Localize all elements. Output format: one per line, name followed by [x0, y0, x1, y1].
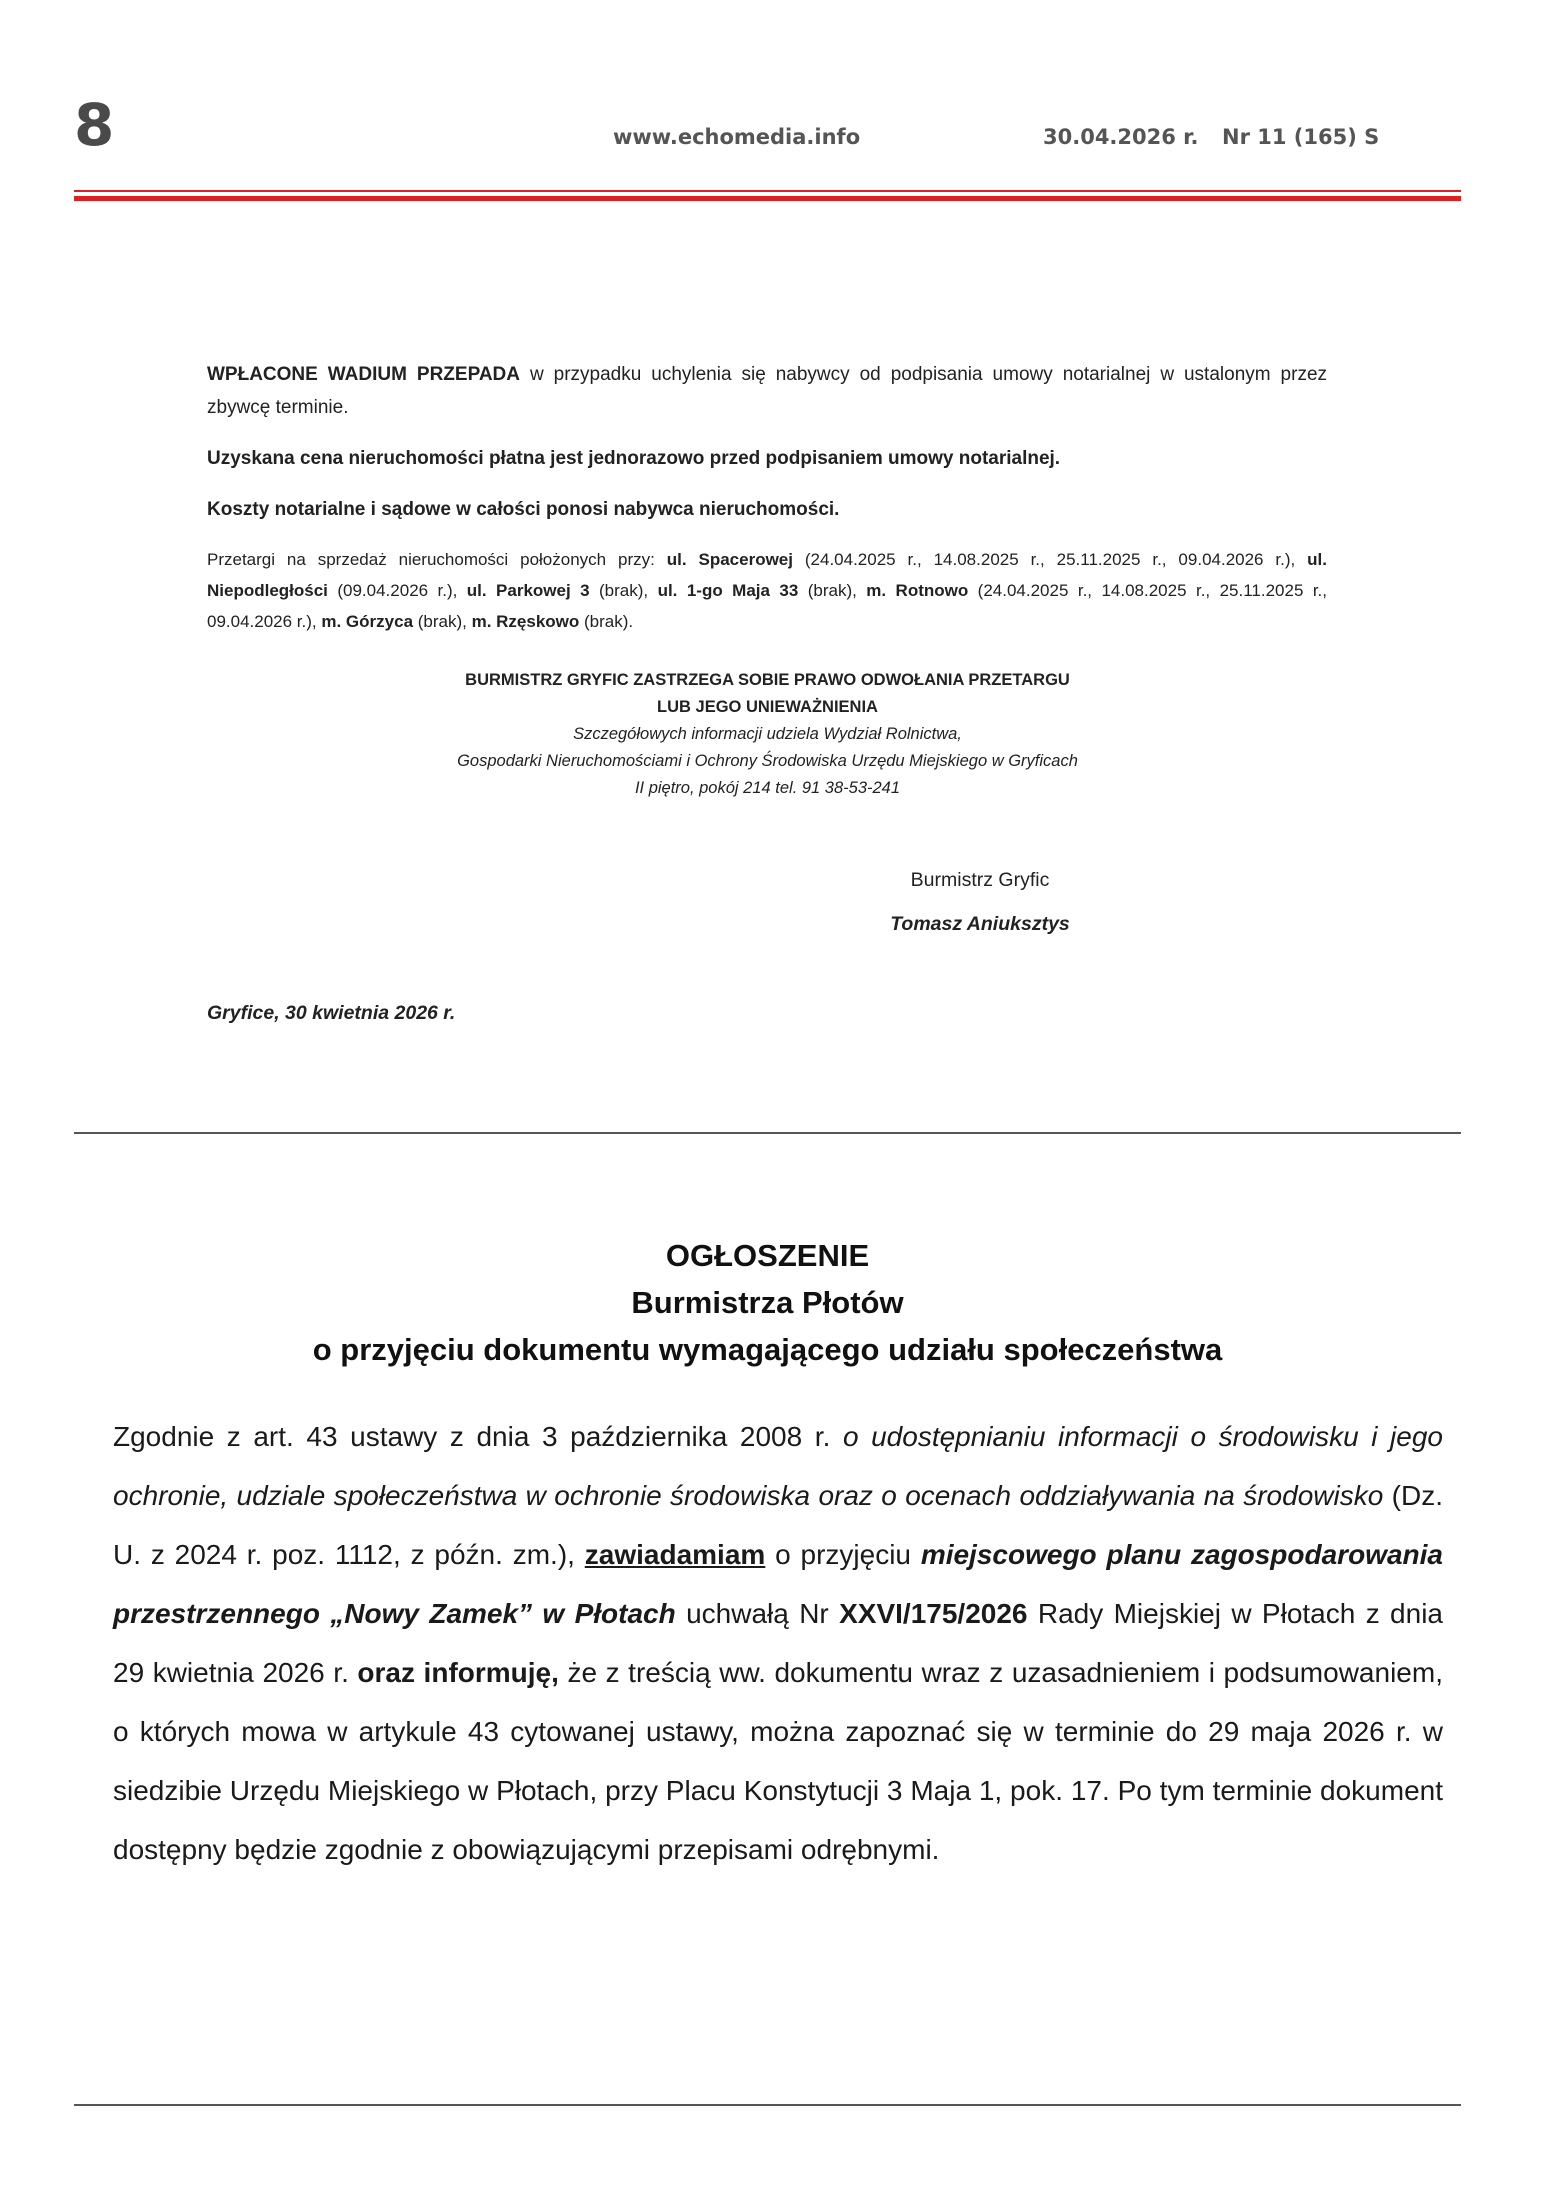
auction-notice-tail — [207, 358, 1327, 637]
notice-title — [74, 1232, 1461, 1373]
auctions-text-3: (09.04.2026 r.), — [327, 581, 467, 600]
price-paragraph — [207, 442, 1327, 475]
signature-name-wrap — [800, 902, 1160, 946]
signature-block — [800, 858, 1160, 946]
auctions-text-7: (brak), — [413, 612, 472, 631]
auctions-text-6: (24.04.2025 r., 14.08.2025 r., 25.11.2025 r., 09.04.2026 r.), — [207, 581, 1327, 631]
page-bottom-divider — [74, 2104, 1461, 2106]
reservation-line-2 — [300, 694, 1235, 721]
auctions-street-2: ul. Niepodległości — [207, 550, 1327, 600]
signature-role: Burmistrz Gryfic — [910, 869, 1050, 891]
page-number: 8 — [74, 91, 115, 159]
header-rule-thick — [74, 196, 1461, 201]
previous-auctions-paragraph — [207, 544, 1327, 637]
contact-line-3 — [300, 775, 1235, 802]
costs-paragraph — [207, 493, 1327, 526]
costs-text: Koszty notarialne i sądowe w całości ponosi nabywca nieruchomości. — [207, 499, 840, 520]
body-text-6: że z treścią ww. dokumentu wraz z uzasadnieniem i podsumowaniem, o których mowa w artykule 43 cytowanej ustawy, można zapoznać się w terminie do 29 maja 2026 r. w siedzibie Urzędu Miejskiego w Płotach, przy Placu Konstytucji 3 Maja 1, pok. 17. Po tym terminie dokument dostępny będzie zgodnie z obowiązującymi przepisami odrębnymi. — [113, 1657, 1443, 1865]
notice-title-line-2: Burmistrza Płotów — [631, 1285, 904, 1320]
auctions-village-3: m. Rzęskowo — [471, 612, 580, 631]
auctions-text-8: (brak). — [579, 612, 634, 631]
site-url: www.echomedia.info — [613, 125, 861, 149]
body-resolution-number: XXVI/175/2026 — [839, 1598, 1028, 1629]
auctions-street-4: ul. 1-go Maja 33 — [657, 581, 799, 600]
contact-line-2-text: Gospodarki Nieruchomościami i Ochrony Środowiska Urzędu Miejskiego w Gryficach — [457, 752, 1078, 770]
auctions-text-5: (brak), — [798, 581, 867, 600]
deposit-forfeit-paragraph — [207, 358, 1327, 424]
body-text-4: uchwałą Nr — [675, 1598, 840, 1629]
reservation-line-2-text: LUB JEGO UNIEWAŻNIENIA — [657, 698, 878, 716]
body-text-1: Zgodnie z art. 43 ustawy z dnia 3 października 2008 r. — [113, 1421, 843, 1452]
body-inform-word: oraz informuję, — [357, 1657, 559, 1688]
deposit-forfeit-lead: WPŁACONE WADIUM PRZEPADA — [207, 364, 520, 385]
contact-line-3-text: II piętro, pokój 214 tel. 91 38-53-241 — [634, 779, 901, 797]
auctions-village-1: m. Rotnowo — [866, 581, 969, 600]
contact-line-1 — [300, 721, 1235, 748]
auctions-street-3: ul. Parkowej 3 — [466, 581, 590, 600]
reservation-line-1 — [300, 667, 1235, 694]
contact-line-1-text: Szczegółowych informacji udziela Wydział Rolnictwa, — [573, 725, 962, 743]
auctions-text-2: (24.04.2025 r., 14.08.2025 r., 25.11.2025 r., 09.04.2026 r.), — [792, 550, 1308, 569]
body-text-5: Rady Miejskiej w Płotach z dnia 29 kwietnia 2026 r. — [113, 1598, 1443, 1688]
body-notify-word: zawiadamiam — [584, 1539, 766, 1570]
auctions-text-1: Przetargi na sprzedaż nieruchomości położonych przy: — [207, 550, 667, 569]
reservation-block — [300, 667, 1235, 802]
place-date: Gryfice, 30 kwietnia 2026 r. — [207, 1002, 456, 1024]
header-rule-thin — [74, 190, 1461, 192]
auctions-village-2: m. Górzyca — [321, 612, 414, 631]
body-text-3: o przyjęciu — [765, 1539, 921, 1570]
price-text: Uzyskana cena nieruchomości płatna jest jednorazowo przed podpisaniem umowy notarialnej. — [207, 448, 1061, 469]
issue-number: Nr 11 (165) S — [1222, 125, 1380, 149]
reservation-line-1-text: BURMISTRZ GRYFIC ZASTRZEGA SOBIE PRAWO ODWOŁANIA PRZETARGU — [465, 671, 1070, 689]
notice-body — [113, 1407, 1443, 1879]
notice-title-line-1: OGŁOSZENIE — [665, 1238, 870, 1273]
body-act-title: o udostępnianiu informacji o środowisku i jego ochronie, udziale społeczeństwa w ochronie środowiska oraz o ocenach oddziaływania na środowisko — [113, 1421, 1443, 1511]
body-text-2: (Dz. U. z 2024 r. poz. 1112, z późn. zm.), — [113, 1480, 1443, 1570]
notice-title-line-3: o przyjęciu dokumentu wymagającego udziału społeczeństwa — [312, 1332, 1223, 1367]
auctions-text-4: (brak), — [589, 581, 658, 600]
issue-date: 30.04.2026 r. — [1043, 125, 1199, 149]
contact-line-2 — [300, 748, 1235, 775]
signature-name: Tomasz Aniuksztys — [890, 913, 1070, 935]
auctions-street-1: ul. Spacerowej — [666, 550, 793, 569]
deposit-forfeit-text: w przypadku uchylenia się nabywcy od podpisania umowy notarialnej w ustalonym przez zbywcę terminie. — [207, 364, 1328, 418]
body-plan-name: miejscowego planu zagospodarowania przestrzennego „Nowy Zamek” w Płotach — [113, 1539, 1443, 1629]
section-divider — [74, 1132, 1461, 1134]
